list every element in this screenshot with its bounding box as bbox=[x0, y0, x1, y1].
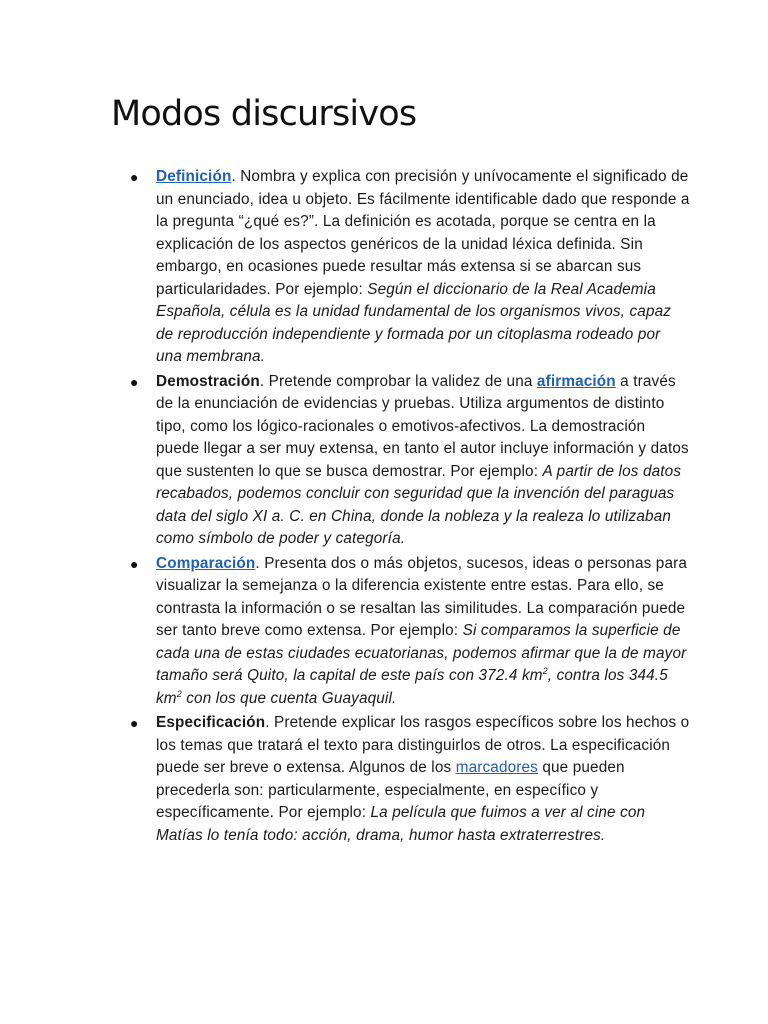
demostracion-description-end: a través de la enunciación de evidencias y pruebas. Utiliza argumentos de distinto tipo, como los lógico-racionales o emotivos-afectivos. La demostración puede llegar a ser muy extensa, en tanto el autor incluye información y datos que sustenten lo que se busca demostrar. Por ejemplo: bbox=[156, 372, 689, 480]
bullet-icon: ● bbox=[130, 169, 139, 185]
especificacion-example: La película que fuimos a ver al cine con Matías lo tenía todo: acción, drama, humor hasta extraterrestres. bbox=[156, 804, 646, 844]
marcadores-link[interactable]: marcadores bbox=[455, 759, 538, 776]
list-item-definicion bbox=[0, 166, 690, 369]
especificacion-description-start: . Pretende explicar los rasgos específicos sobre los hechos o los temas que tratará el texto para distinguirlos de otros. La especificación puede ser breve o extensa. Algunos de los bbox=[156, 714, 690, 776]
bullet-icon: ● bbox=[130, 373, 139, 390]
definicion-link[interactable]: Definición bbox=[156, 168, 232, 185]
demostracion-term: Demostración bbox=[156, 372, 260, 390]
definicion-description: . Nombra y explica con precisión y unívocamente el significado de un enunciado, idea u objeto. Es fácilmente identificable dado que responde a la pregunta “¿qué es?”. La definición es acotada, porque se centra en la explicación de los aspectos genéricos de la unidad léxica definida. Sin embargo, en ocasiones puede resultar más extensa si se abarcan sus particularidades. Por ejemplo: bbox=[156, 168, 690, 298]
superscript-two: 2 bbox=[542, 666, 548, 676]
list-item-especificacion bbox=[0, 712, 690, 847]
demostracion-description-start: . Pretende comprobar la validez de una bbox=[259, 372, 537, 390]
comparacion-description: . Presenta dos o más objetos, sucesos, ideas o personas para visualizar la semejanza o la diferencia existente entre estas. Para ello, se contrasta la información o se resaltan las similitudes. La comparación puede ser tanto breve como extensa. Por ejemplo: bbox=[156, 554, 688, 639]
comparacion-example-part1: Si comparamos la superficie de cada una de estas ciudades ecuatorianas, podemos afirmar que la de mayor tamaño será Quito, la capital de este país con 372.4 km bbox=[156, 622, 687, 684]
bullet-icon: ● bbox=[130, 555, 139, 572]
comparacion-example-part3: con los que cuenta Guayaquil. bbox=[181, 689, 397, 707]
modes-list bbox=[0, 166, 690, 849]
superscript-two: 2 bbox=[176, 688, 182, 699]
demostracion-example: A partir de los datos recabados, podemos concluir con seguridad que la invención del paraguas data del siglo XI a. C. en China, donde la nobleza y la realeza lo utilizaban como símbolo de poder y categoría. bbox=[156, 462, 682, 547]
page-title: Modos discursivos bbox=[111, 94, 417, 134]
definicion-example: Según el diccionario de la Real Academia Española, célula es la unidad fundamental de los organismos vivos, capaz de reproducción independiente y formada por un citoplasma rodeado por una membrana. bbox=[156, 280, 672, 365]
especificacion-term: Especificación bbox=[156, 714, 266, 731]
especificacion-description-end: que pueden precederla son: particularmente, especialmente, en específico y específicamente. Por ejemplo: bbox=[156, 759, 625, 821]
list-item-demostracion bbox=[0, 371, 690, 551]
afirmacion-link[interactable]: afirmación bbox=[536, 372, 616, 390]
bullet-icon: ● bbox=[130, 715, 139, 731]
comparacion-link[interactable]: Comparación bbox=[156, 554, 256, 572]
comparacion-example-part2: , contra los 344.5 km bbox=[156, 667, 668, 707]
list-item-comparacion bbox=[0, 553, 690, 711]
